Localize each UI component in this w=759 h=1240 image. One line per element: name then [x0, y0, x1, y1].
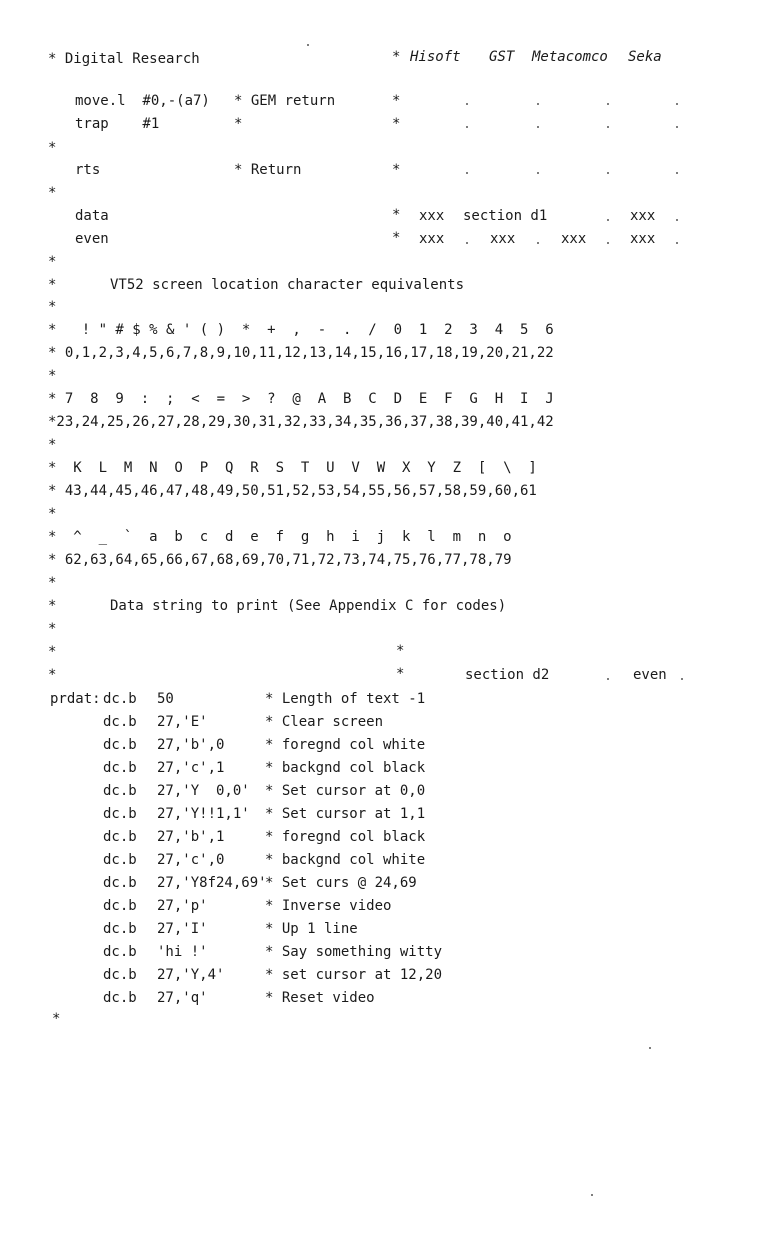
leader-dot: [466, 242, 468, 244]
data-seka: xxx: [630, 208, 656, 224]
leader-dot: [607, 219, 609, 221]
comment-star: *: [48, 299, 57, 315]
data-hisoft: xxx: [419, 208, 445, 224]
leader-dot: [607, 126, 609, 128]
prdat-op: dc.b: [103, 806, 137, 822]
prdat-op: dc.b: [103, 875, 137, 891]
prdat-op: dc.b: [103, 737, 137, 753]
comment-star: *: [48, 667, 57, 683]
prdat-arg: 27,'c',1: [157, 760, 225, 776]
vt52-nums-row-2: *23,24,25,26,27,28,29,30,31,32,33,34,35,36,37,38,39,40,41,42: [48, 414, 554, 430]
leader-dot: [307, 44, 309, 46]
comment-star: *: [234, 116, 243, 132]
prdat-op: dc.b: [103, 714, 137, 730]
header-left: * Digital Research: [48, 51, 200, 67]
col-star: *: [392, 116, 401, 132]
code-even: even: [75, 231, 109, 247]
header-hisoft: Hisoft: [410, 49, 461, 65]
prdat-comment: * foregnd col black: [265, 829, 426, 845]
comment-star: *: [48, 277, 57, 293]
prdat-arg: 27,'p': [157, 898, 208, 914]
prdat-arg: 27,'E': [157, 714, 208, 730]
prdat-arg: 27,'Y 0,0': [157, 783, 250, 799]
comment-star: *: [48, 598, 57, 614]
comment-star: *: [48, 368, 57, 384]
prdat-op: dc.b: [103, 691, 137, 707]
prdat-comment: * Set cursor at 1,1: [265, 806, 426, 822]
comment-star: *: [48, 185, 57, 201]
leader-dot: [537, 126, 539, 128]
comment-star: *: [52, 1011, 61, 1027]
prdat-comment: * Reset video: [265, 990, 375, 1006]
col-star: *: [396, 643, 405, 659]
even-hisoft: xxx: [419, 231, 445, 247]
code-data: data: [75, 208, 109, 224]
prdat-op: dc.b: [103, 829, 137, 845]
comment-star: *: [48, 254, 57, 270]
data-string-title: Data string to print (See Appendix C for codes): [110, 598, 507, 614]
leader-dot: [681, 678, 683, 680]
prdat-label: prdat:: [50, 691, 101, 707]
prdat-arg: 27,'q': [157, 990, 208, 1006]
comment-star: *: [48, 621, 57, 637]
leader-dot: [466, 126, 468, 128]
prdat-comment: * set cursor at 12,20: [265, 967, 443, 983]
vt52-chars-row-4: * ^ _ ` a b c d e f g h i j k l m n o: [48, 529, 512, 545]
code-rts: rts: [75, 162, 101, 178]
prdat-comment: * Say something witty: [265, 944, 443, 960]
prdat-comment: * backgnd col white: [265, 852, 426, 868]
leader-dot: [607, 103, 609, 105]
leader-dot: [676, 103, 678, 105]
comment-star: *: [48, 140, 57, 156]
leader-dot: [466, 103, 468, 105]
prdat-arg: 27,'I': [157, 921, 208, 937]
prdat-arg: 27,'Y,4': [157, 967, 225, 983]
prdat-arg: 'hi !': [157, 944, 208, 960]
vt52-nums-row-1: * 0,1,2,3,4,5,6,7,8,9,10,11,12,13,14,15,16,17,18,19,20,21,22: [48, 345, 554, 361]
code-rts-comment: * Return: [234, 162, 302, 178]
prdat-arg: 27,'Y!!1,1': [157, 806, 250, 822]
prdat-comment: * backgnd col black: [265, 760, 426, 776]
leader-dot: [676, 219, 678, 221]
vt52-nums-row-4: * 62,63,64,65,66,67,68,69,70,71,72,73,74,75,76,77,78,79: [48, 552, 512, 568]
prdat-comment: * Clear screen: [265, 714, 384, 730]
even-gst: xxx: [490, 231, 516, 247]
prdat-op: dc.b: [103, 760, 137, 776]
leader-dot: [466, 172, 468, 174]
col-star: *: [392, 162, 401, 178]
comment-star: *: [48, 506, 57, 522]
prdat-arg: 27,'Y8f24,69': [157, 875, 267, 891]
header-metacomco: Metacomco: [532, 49, 608, 65]
comment-star: *: [48, 644, 57, 660]
prdat-arg: 27,'b',1: [157, 829, 225, 845]
comment-star: *: [48, 575, 57, 591]
even-seka: xxx: [630, 231, 656, 247]
leader-dot: [537, 242, 539, 244]
prdat-arg: 27,'b',0: [157, 737, 225, 753]
leader-dot: [607, 242, 609, 244]
leader-dot: [676, 172, 678, 174]
vt52-title: VT52 screen location character equivalents: [110, 277, 465, 293]
col-star: *: [392, 207, 401, 223]
vt52-chars-row-2: * 7 8 9 : ; < = > ? @ A B C D E F G H I J: [48, 391, 554, 407]
prdat-op: dc.b: [103, 898, 137, 914]
prdat-op: dc.b: [103, 921, 137, 937]
prdat-comment: * Up 1 line: [265, 921, 358, 937]
prdat-op: dc.b: [103, 852, 137, 868]
prdat-op: dc.b: [103, 944, 137, 960]
vt52-nums-row-3: * 43,44,45,46,47,48,49,50,51,52,53,54,55,56,57,58,59,60,61: [48, 483, 537, 499]
prdat-comment: * Length of text -1: [265, 691, 426, 707]
prdat-op: dc.b: [103, 783, 137, 799]
even-metacomco: xxx: [561, 231, 587, 247]
code-trap: trap #1: [75, 116, 160, 132]
code-move: move.l #0,-(a7): [75, 93, 210, 109]
col-star: *: [392, 93, 401, 109]
prdat-comment: * Inverse video: [265, 898, 392, 914]
code-move-comment: * GEM return: [234, 93, 336, 109]
prdat-arg: 50: [157, 691, 174, 707]
leader-dot: [676, 126, 678, 128]
prdat-arg: 27,'c',0: [157, 852, 225, 868]
leader-dot: [607, 172, 609, 174]
col-star: *: [396, 666, 405, 682]
header-gst: GST: [489, 49, 515, 65]
leader-dot: [537, 103, 539, 105]
prdat-comment: * Set cursor at 0,0: [265, 783, 426, 799]
leader-dot: [676, 242, 678, 244]
leader-dot: [537, 172, 539, 174]
comment-star: *: [48, 437, 57, 453]
data-gst: section d1: [463, 208, 548, 224]
vt52-chars-row-1: * ! " # $ % & ' ( ) * + , - . / 0 1 2 3 4 5 6: [48, 322, 554, 338]
prdat-comment: * Set curs @ 24,69: [265, 875, 417, 891]
vt52-chars-row-3: * K L M N O P Q R S T U V W X Y Z [ \ ]: [48, 460, 537, 476]
leader-dot: [649, 1047, 651, 1049]
d2-gst: section d2: [465, 667, 550, 683]
leader-dot: [607, 678, 609, 680]
prdat-op: dc.b: [103, 967, 137, 983]
col-star: *: [392, 49, 401, 65]
prdat-comment: * foregnd col white: [265, 737, 426, 753]
col-star: *: [392, 230, 401, 246]
prdat-op: dc.b: [103, 990, 137, 1006]
header-seka: Seka: [628, 49, 662, 65]
leader-dot: [591, 1194, 593, 1196]
d2-seka: even: [633, 667, 667, 683]
